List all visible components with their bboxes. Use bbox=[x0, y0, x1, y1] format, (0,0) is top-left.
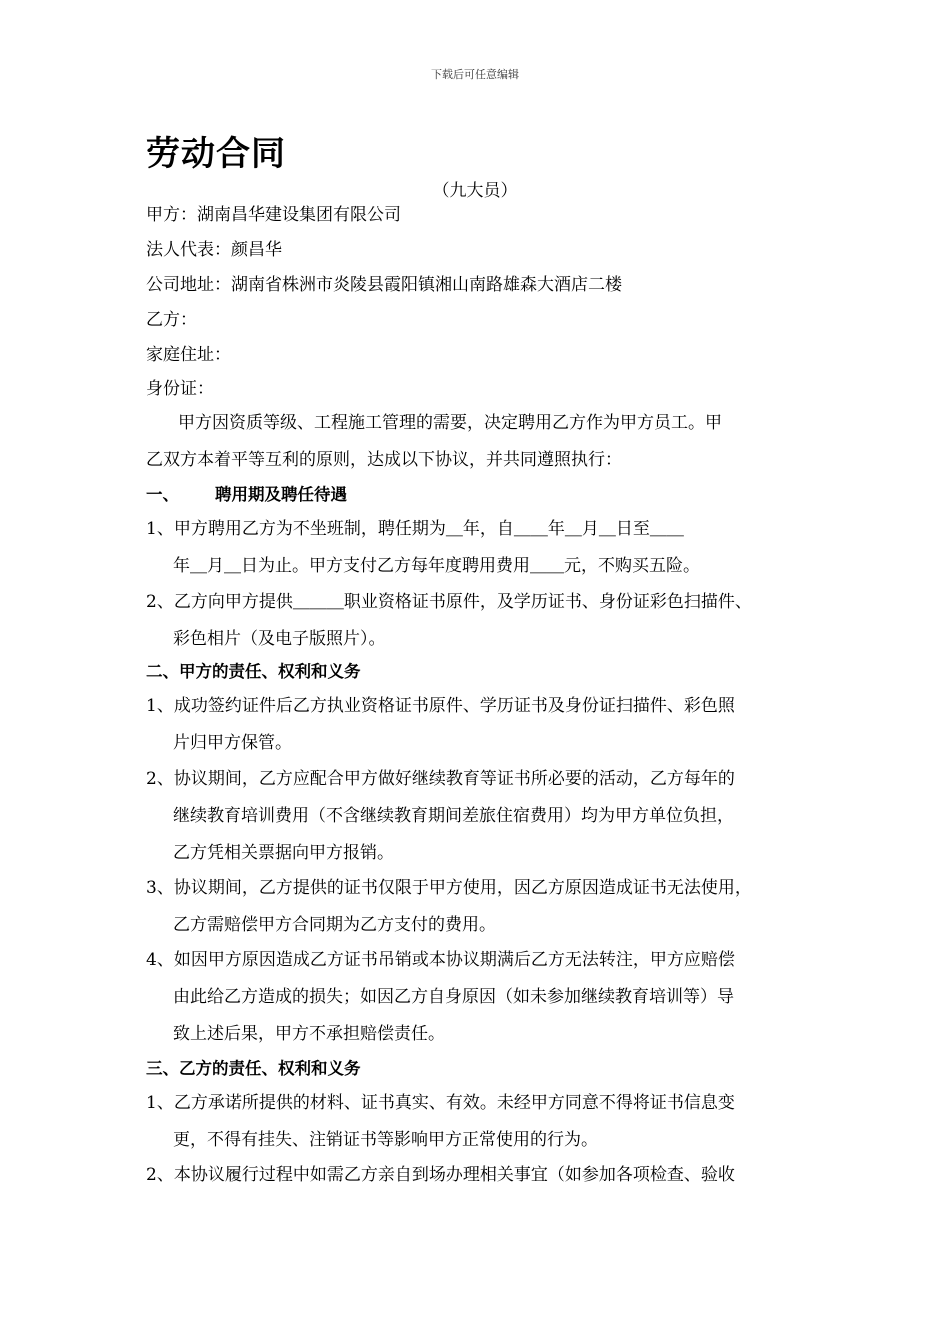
s1-item1-line1: 1、甲方聘用乙方为不坐班制，聘任期为＿年，自＿＿年＿月＿日至＿＿ bbox=[146, 519, 684, 539]
s3-item1-line2: 更，不得有挂失、注销证书等影响甲方正常使用的行为。 bbox=[173, 1130, 598, 1150]
party-a: 甲方：湖南昌华建设集团有限公司 bbox=[146, 205, 401, 225]
s1-item1-line2: 年＿月＿日为止。甲方支付乙方每年度聘用费用＿＿元，不购买五险。 bbox=[173, 556, 700, 576]
party-b: 乙方： bbox=[146, 310, 197, 330]
intro-line-2: 乙双方本着平等互利的原则，达成以下协议，并共同遵照执行： bbox=[146, 450, 622, 470]
s2-item1-line2: 片归甲方保管。 bbox=[173, 733, 292, 753]
section-1-number: 一、 bbox=[146, 485, 179, 504]
document-title: 劳动合同 bbox=[146, 134, 286, 174]
header-note: 下载后可任意编辑 bbox=[431, 68, 519, 81]
section-1-heading bbox=[146, 481, 347, 505]
s2-item3-line2: 乙方需赔偿甲方合同期为乙方支付的费用。 bbox=[173, 915, 496, 935]
section-3-heading: 三、乙方的责任、权利和义务 bbox=[146, 1059, 361, 1078]
company-address: 公司地址：湖南省株洲市炎陵县霞阳镇湘山南路雄森大酒店二楼 bbox=[146, 275, 622, 295]
s2-item1-line1: 1、成功签约证件后乙方执业资格证书原件、学历证书及身份证扫描件、彩色照 bbox=[146, 696, 735, 716]
legal-representative: 法人代表：颜昌华 bbox=[146, 240, 282, 260]
section-1-title: 聘用期及聘任待遇 bbox=[215, 485, 347, 504]
document-subtitle: （九大员） bbox=[432, 181, 518, 201]
s2-item4-line2: 由此给乙方造成的损失；如因乙方自身原因（如未参加继续教育培训等）导 bbox=[173, 987, 734, 1007]
s2-item2-line1: 2、协议期间，乙方应配合甲方做好继续教育等证书所必要的活动，乙方每年的 bbox=[146, 769, 735, 789]
s2-item4-line1: 4、如因甲方原因造成乙方证书吊销或本协议期满后乙方无法转注，甲方应赔偿 bbox=[146, 950, 735, 970]
s2-item4-line3: 致上述后果，甲方不承担赔偿责任。 bbox=[173, 1024, 445, 1044]
s3-item1-line1: 1、乙方承诺所提供的材料、证书真实、有效。未经甲方同意不得将证书信息变 bbox=[146, 1093, 735, 1113]
s1-item2-line1: 2、乙方向甲方提供＿＿＿职业资格证书原件，及学历证书、身份证彩色扫描件、 bbox=[146, 592, 752, 612]
s2-item2-line2: 继续教育培训费用（不含继续教育期间差旅住宿费用）均为甲方单位负担， bbox=[173, 806, 734, 826]
s3-item2-line1: 2、本协议履行过程中如需乙方亲自到场办理相关事宜（如参加各项检查、验收 bbox=[146, 1165, 735, 1185]
s2-item3-line1: 3、协议期间，乙方提供的证书仅限于甲方使用，因乙方原因造成证书无法使用， bbox=[146, 878, 752, 898]
id-card: 身份证： bbox=[146, 379, 214, 399]
s2-item2-line3: 乙方凭相关票据向甲方报销。 bbox=[173, 843, 394, 863]
home-address: 家庭住址： bbox=[146, 345, 231, 365]
intro-line-1: 甲方因资质等级、工程施工管理的需要，决定聘用乙方作为甲方员工。甲 bbox=[178, 413, 722, 433]
s1-item2-line2: 彩色相片（及电子版照片）。 bbox=[173, 629, 386, 649]
section-2-heading: 二、甲方的责任、权利和义务 bbox=[146, 662, 361, 681]
